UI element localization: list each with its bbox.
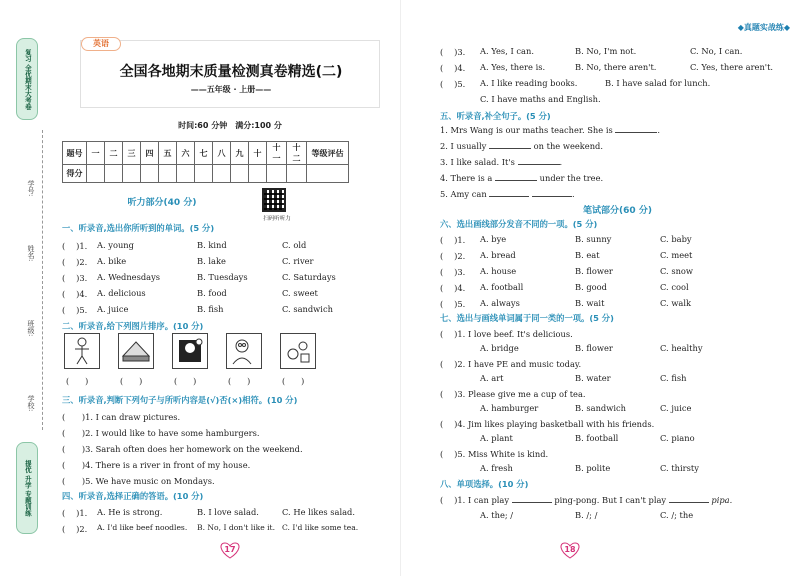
answer-blank[interactable] bbox=[518, 164, 560, 165]
student-id-field: 学号: bbox=[27, 180, 35, 197]
answer-paren[interactable]: ( )2. bbox=[440, 251, 466, 261]
fill-blank-row: 3. I like salad. It's . bbox=[440, 157, 563, 167]
class-field: 班级: bbox=[27, 320, 35, 337]
option-c: C. /; the bbox=[660, 510, 694, 520]
option-a: A. juice bbox=[97, 304, 129, 314]
cut-line bbox=[42, 130, 43, 430]
sidebar-badge-top: 复习 全优期末大考卷 bbox=[16, 38, 38, 120]
answer-paren[interactable]: ( )2. bbox=[62, 524, 88, 534]
score-cell[interactable] bbox=[105, 165, 123, 183]
option-b: B. fish bbox=[197, 304, 224, 314]
sandwich-picture-icon bbox=[118, 333, 154, 369]
table-cell: 十一 bbox=[267, 142, 287, 165]
option-c: C. meet bbox=[660, 250, 693, 260]
option-a: A. I'd like beef noodles. bbox=[97, 523, 188, 532]
basketball-player-picture-icon bbox=[172, 333, 208, 369]
answer-paren[interactable]: ( )5. bbox=[62, 305, 88, 315]
answer-blank[interactable] bbox=[495, 180, 537, 181]
score-table-header-row bbox=[63, 142, 349, 165]
score-table bbox=[62, 141, 349, 183]
answer-paren[interactable]: ( )1. bbox=[62, 508, 88, 518]
score-cell[interactable] bbox=[195, 165, 213, 183]
option-a: A. the; / bbox=[480, 510, 514, 520]
answer-paren[interactable]: ( )1. bbox=[62, 241, 88, 251]
header-label: ◆真题实战练◆ bbox=[737, 23, 790, 32]
option-c: C. old bbox=[282, 240, 307, 250]
option-a: A. house bbox=[480, 266, 517, 276]
option-b: B. wait bbox=[575, 298, 605, 308]
option-b: B. sandwich bbox=[575, 403, 626, 413]
option-b: B. food bbox=[197, 288, 227, 298]
option-b: B. Tuesdays bbox=[197, 272, 248, 282]
score-cell[interactable] bbox=[123, 165, 141, 183]
score-cell[interactable] bbox=[141, 165, 159, 183]
answer-blank[interactable] bbox=[669, 502, 709, 503]
answer-paren[interactable]: ( ) bbox=[174, 377, 197, 386]
option-a: A. plant bbox=[480, 433, 513, 443]
option-a: A. I like reading books. bbox=[480, 78, 578, 88]
option-b: B. polite bbox=[575, 463, 611, 473]
section-7-heading: 七、选出与画线单词属于同一类的一项。(5 分) bbox=[440, 313, 614, 323]
option-c: C. snow bbox=[660, 266, 694, 276]
option-b: B. football bbox=[575, 433, 619, 443]
section-8-heading: 八、单项选择。(10 分) bbox=[440, 479, 529, 489]
table-cell: 一 bbox=[87, 142, 105, 165]
answer-paren[interactable]: ( )4. bbox=[62, 289, 88, 299]
fill-blank-row bbox=[440, 141, 603, 151]
score-cell[interactable] bbox=[267, 165, 287, 183]
answer-blank[interactable] bbox=[489, 196, 529, 197]
fill-blank-row bbox=[440, 173, 603, 183]
option-a: A. Yes, there is. bbox=[480, 62, 546, 72]
option-c: C. No, I can. bbox=[690, 46, 743, 56]
table-cell: 八 bbox=[213, 142, 231, 165]
title-banner bbox=[80, 40, 380, 108]
option-a: A. bike bbox=[97, 256, 127, 266]
section-6-heading: 六、选出画线部分发音不同的一项。(5 分) bbox=[440, 219, 598, 229]
option-a: A. football bbox=[480, 282, 524, 292]
sentence-text: ping-pong. But I can't play bbox=[554, 495, 667, 505]
option-c: C. healthy bbox=[660, 343, 703, 353]
answer-paren[interactable]: ( )4. bbox=[440, 283, 466, 293]
option-a: A. bridge bbox=[480, 343, 519, 353]
exam-meta: 时间:60 分钟 满分:100 分 bbox=[178, 121, 282, 130]
sentence-text: 2. I usually bbox=[440, 141, 487, 151]
option-c: C. thirsty bbox=[660, 463, 699, 473]
sentence-text: 4. There is a bbox=[440, 173, 493, 183]
section-4-heading: 四、听录音,选择正确的答语。(10 分) bbox=[62, 491, 204, 501]
sidebar-badge-bottom: 提优 升学 专题训练 bbox=[16, 442, 38, 534]
statement-row[interactable]: ( )4. There is a river in front of my house. bbox=[62, 460, 251, 470]
score-cell[interactable] bbox=[213, 165, 231, 183]
sentence-tail: under the tree. bbox=[539, 173, 604, 183]
statement-row[interactable]: ( )1. I can draw pictures. bbox=[62, 412, 181, 422]
question-stem[interactable]: ( )1. I love beef. It's delicious. bbox=[440, 329, 573, 339]
table-cell: 二 bbox=[105, 142, 123, 165]
page-subtitle: ——五年级 · 上册—— bbox=[190, 85, 272, 94]
score-table-score-row bbox=[63, 165, 349, 183]
option-a: A. Wednesdays bbox=[97, 272, 161, 282]
option-a: A. always bbox=[480, 298, 520, 308]
question-stem bbox=[440, 494, 732, 506]
school-field: 学校: bbox=[27, 395, 35, 412]
option-a: A. delicious bbox=[97, 288, 146, 298]
option-c: C. I'd like some tea. bbox=[282, 523, 359, 532]
written-part-heading: 笔试部分(60 分) bbox=[583, 206, 652, 216]
option-b: B. No, I'm not. bbox=[575, 46, 637, 56]
table-cell: 九 bbox=[231, 142, 249, 165]
answer-paren[interactable]: ( )3. bbox=[440, 267, 466, 277]
option-b: B. flower bbox=[575, 343, 613, 353]
subject-tab: 英语 bbox=[81, 37, 121, 51]
option-b: B. lake bbox=[197, 256, 226, 266]
page-title: 全国各地期末质量检测真卷精选(二) bbox=[119, 64, 343, 80]
table-cell: 三 bbox=[123, 142, 141, 165]
table-cell: 十 bbox=[249, 142, 267, 165]
teacher-picture-icon bbox=[226, 333, 262, 369]
option-c: C. Saturdays bbox=[282, 272, 336, 282]
option-b: B. I have salad for lunch. bbox=[605, 78, 711, 88]
option-a: A. hamburger bbox=[480, 403, 539, 413]
answer-paren[interactable]: ( )3. bbox=[62, 273, 88, 283]
answer-paren[interactable]: ( ) bbox=[282, 377, 305, 386]
option-b: B. good bbox=[575, 282, 607, 292]
answer-paren[interactable]: ( ) bbox=[228, 377, 251, 386]
table-cell: 七 bbox=[195, 142, 213, 165]
option-b: B. kind bbox=[197, 240, 227, 250]
answer-blank[interactable] bbox=[615, 132, 657, 133]
score-cell[interactable] bbox=[307, 165, 349, 183]
answer-paren[interactable]: ( ) bbox=[120, 377, 143, 386]
option-a: A. young bbox=[97, 240, 134, 250]
table-cell: 题号 bbox=[63, 142, 87, 165]
table-cell: 四 bbox=[141, 142, 159, 165]
option-c: C. I have maths and English. bbox=[480, 94, 601, 104]
option-c: C. fish bbox=[660, 373, 687, 383]
answer-blank[interactable] bbox=[512, 502, 552, 503]
score-cell[interactable] bbox=[87, 165, 105, 183]
fill-blank-row: 5. Amy can . bbox=[440, 189, 575, 199]
score-cell[interactable] bbox=[159, 165, 177, 183]
question-stem[interactable]: ( )4. Jim likes playing basketball with his friends. bbox=[440, 419, 655, 429]
answer-paren[interactable]: ( )5. bbox=[440, 299, 466, 309]
answer-paren[interactable]: ( )5. bbox=[440, 79, 466, 89]
answer-paren[interactable]: ( )3. bbox=[440, 47, 466, 57]
option-b: B. I love salad. bbox=[197, 507, 259, 517]
option-b: B. sunny bbox=[575, 234, 612, 244]
option-c: C. piano bbox=[660, 433, 695, 443]
option-c: C. river bbox=[282, 256, 314, 266]
statement-row[interactable]: ( )2. I would like to have some hamburgers. bbox=[62, 428, 260, 438]
sentence-text: 5. Amy can bbox=[440, 189, 487, 199]
fill-blank-row: 1. Mrs Wang is our maths teacher. She is . bbox=[440, 125, 661, 135]
answer-paren[interactable]: ( )4. bbox=[440, 63, 466, 73]
table-cell: 十二 bbox=[287, 142, 307, 165]
answer-blank[interactable] bbox=[532, 196, 572, 197]
qr-code-icon[interactable] bbox=[262, 188, 286, 212]
section-1-heading: 一、听录音,选出你所听到的单词。(5 分) bbox=[62, 223, 215, 233]
option-c: C. walk bbox=[660, 298, 692, 308]
option-a: A. bread bbox=[480, 250, 516, 260]
page-number bbox=[215, 540, 245, 560]
option-b: B. /; / bbox=[575, 510, 598, 520]
answer-paren[interactable]: ( )2. bbox=[62, 257, 88, 267]
qr-label: 扫码听听力 bbox=[263, 216, 291, 222]
score-cell[interactable] bbox=[249, 165, 267, 183]
answer-paren[interactable]: ( )1. bbox=[440, 235, 466, 245]
option-a: A. fresh bbox=[480, 463, 513, 473]
statement-row[interactable]: ( )3. Sarah often does her homework on the weekend. bbox=[62, 444, 303, 454]
option-b: B. No, there aren't. bbox=[575, 62, 657, 72]
section-3-heading: 三、听录音,判断下列句子与所听内容是(√)否(×)相符。(10 分) bbox=[62, 395, 298, 405]
option-b: B. No, I don't like it. bbox=[197, 523, 276, 532]
right-page bbox=[400, 0, 800, 576]
page-number bbox=[555, 540, 585, 560]
option-c: C. He likes salad. bbox=[282, 507, 356, 517]
option-a: A. Yes, I can. bbox=[480, 46, 534, 56]
option-b: B. eat bbox=[575, 250, 600, 260]
option-c: C. juice bbox=[660, 403, 692, 413]
answer-blank[interactable] bbox=[489, 148, 531, 149]
section-2-heading: 二、听录音,给下列图片排序。(10 分) bbox=[62, 321, 204, 331]
sentence-tail: on the weekend. bbox=[533, 141, 603, 151]
sentence-text: 3. I like salad. It's bbox=[440, 157, 515, 167]
option-b: B. flower bbox=[575, 266, 613, 276]
score-cell[interactable] bbox=[287, 165, 307, 183]
name-field: 姓名: bbox=[27, 245, 35, 262]
question-stem[interactable]: ( )3. Please give me a cup of tea. bbox=[440, 389, 586, 399]
sentence-tail: pipa. bbox=[711, 495, 733, 505]
sentence-text[interactable]: ( )1. I can play bbox=[440, 495, 510, 505]
question-stem[interactable]: ( )5. Miss White is kind. bbox=[440, 449, 549, 459]
option-b: B. water bbox=[575, 373, 611, 383]
table-cell: 得分 bbox=[63, 165, 87, 183]
option-a: A. art bbox=[480, 373, 504, 383]
listening-part-heading: 听力部分(40 分) bbox=[127, 198, 197, 208]
score-cell[interactable] bbox=[231, 165, 249, 183]
option-c: C. baby bbox=[660, 234, 692, 244]
sentence-text: 1. Mrs Wang is our maths teacher. She is bbox=[440, 125, 613, 135]
question-stem[interactable]: ( )2. I have PE and music today. bbox=[440, 359, 582, 369]
table-cell: 五 bbox=[159, 142, 177, 165]
table-cell: 等级评估 bbox=[307, 142, 349, 165]
option-c: C. sweet bbox=[282, 288, 318, 298]
option-c: C. cool bbox=[660, 282, 689, 292]
statement-row[interactable]: ( )5. We have music on Mondays. bbox=[62, 476, 215, 486]
sidebar bbox=[8, 30, 38, 545]
option-a: A. bye bbox=[480, 234, 507, 244]
option-a: A. He is strong. bbox=[97, 507, 163, 517]
option-c: C. sandwich bbox=[282, 304, 333, 314]
option-c: C. Yes, there aren't. bbox=[690, 62, 774, 72]
page-number-text: 17 bbox=[224, 545, 236, 554]
boy-picture-icon bbox=[64, 333, 100, 369]
toys-picture-icon bbox=[280, 333, 316, 369]
section-5-heading: 五、听录音,补全句子。(5 分) bbox=[440, 111, 551, 121]
table-cell: 六 bbox=[177, 142, 195, 165]
score-cell[interactable] bbox=[177, 165, 195, 183]
answer-paren[interactable]: ( ) bbox=[66, 377, 89, 386]
page-number-text: 18 bbox=[564, 545, 576, 554]
